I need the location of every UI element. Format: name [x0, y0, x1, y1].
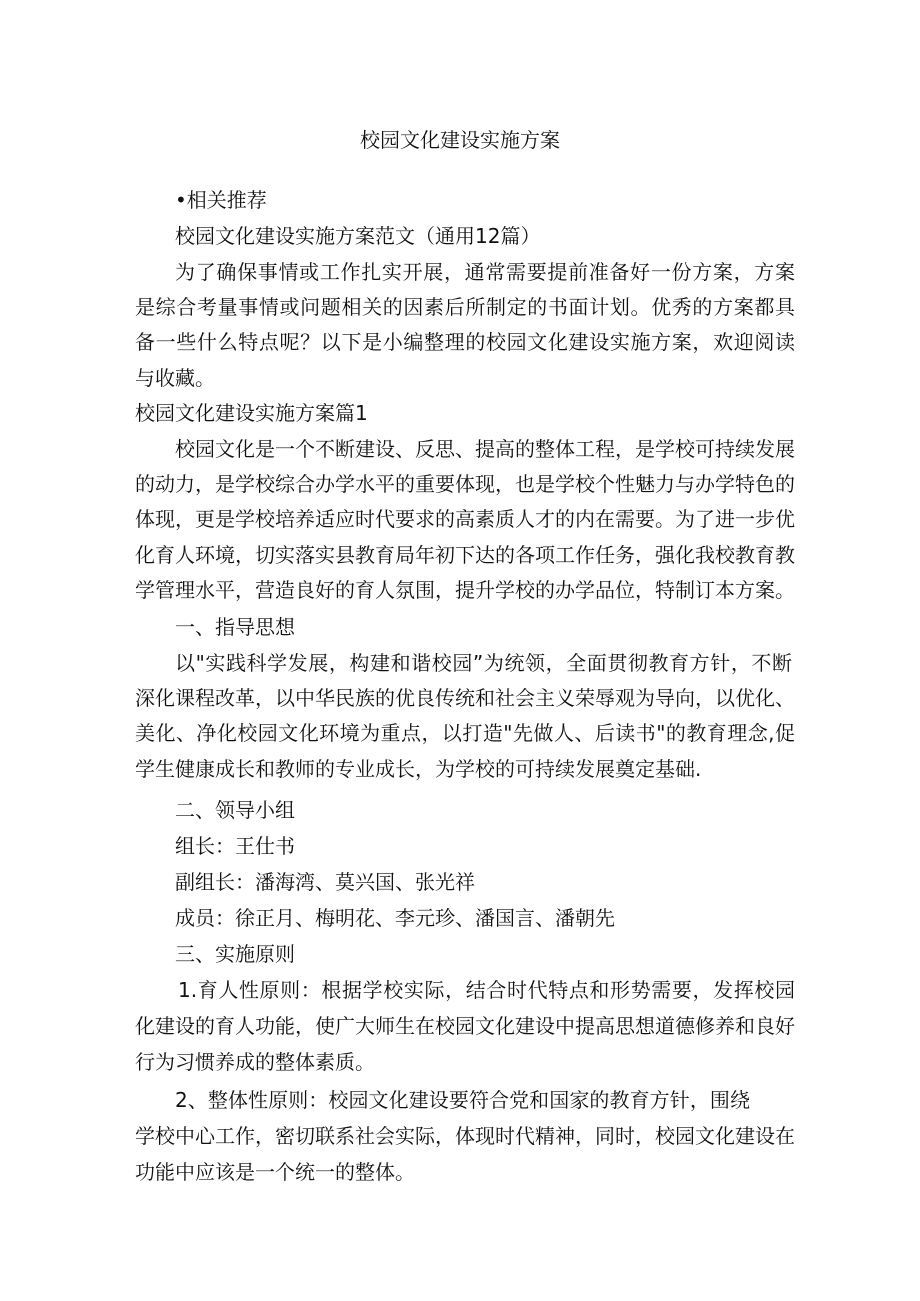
intro-line: 与收藏。	[135, 366, 215, 390]
document-title: 校园文化建设实施方案	[360, 128, 560, 152]
principle2-line: 2、整体性原则：校园文化建设要符合党和国家的教育方针，围绕	[175, 1088, 750, 1112]
principle1-line: 1.育人性原则：根据学校实际，结合时代特点和形势需要，发挥校园	[178, 978, 795, 1002]
section-heading: 校园文化建设实施方案篇1	[135, 401, 368, 425]
principle2-line: 学校中心工作，密切联系社会实际，体现时代精神，同时，校园文化建设在	[135, 1124, 795, 1148]
members-line: 成员：徐正月、梅明花、李元珍、潘国言、潘朝先	[175, 906, 615, 930]
principle2-line: 功能中应该是一个统一的整体。	[135, 1160, 415, 1184]
heading-principles: 三、实施原则	[175, 942, 295, 966]
para2-line: 深化课程改革，以中华民族的优良传统和社会主义荣辱观为导向，以优化、	[135, 686, 795, 710]
related-label: •相关推荐	[175, 188, 267, 212]
para2-line: 以"实践科学发展，构建和谐校园”为统领，全面贯彻教育方针，不断	[175, 651, 792, 675]
para1-line: 的动力，是学校综合办学水平的重要体现，也是学校个性魅力与办学特色的	[135, 472, 795, 496]
para1-line: 校园文化是一个不断建设、反思、提高的整体工程，是学校可持续发展	[175, 437, 795, 461]
intro-line: 为了确保事情或工作扎实开展，通常需要提前准备好一份方案，方案	[175, 260, 795, 284]
para2-line: 学生健康成长和教师的专业成长，为学校的可持续发展奠定基础.	[135, 757, 702, 781]
para1-line: 体现，更是学校培养适应时代要求的高素质人才的内在需要。为了进一步优	[135, 507, 795, 531]
para2-line: 美化、净化校园文化环境为重点，以打造"先做人、后读书"的教育理念,促	[135, 721, 795, 745]
heading-guiding-ideology: 一、指导思想	[175, 615, 295, 639]
principle1-line: 行为习惯养成的整体素质。	[135, 1050, 375, 1074]
leader-line: 组长：王仕书	[175, 834, 295, 858]
para1-line: 化育人环境，切实落实县教育局年初下达的各项工作任务，强化我校教育教	[135, 543, 795, 567]
para1-line: 学管理水平，营造良好的育人氛围，提升学校的办学品位，特制订本方案。	[135, 578, 795, 602]
intro-line: 备一些什么特点呢？以下是小编整理的校园文化建设实施方案，欢迎阅读	[135, 330, 795, 354]
deputy-line: 副组长：潘海湾、莫兴国、张光祥	[175, 870, 475, 894]
heading-leadership-group: 二、领导小组	[175, 798, 295, 822]
subtitle: 校园文化建设实施方案范文（通用12篇）	[175, 224, 541, 248]
intro-line: 是综合考量事情或问题相关的因素后所制定的书面计划。优秀的方案都具	[135, 295, 795, 319]
principle1-line: 化建设的育人功能，使广大师生在校园文化建设中提高思想道德修养和良好	[135, 1014, 795, 1038]
